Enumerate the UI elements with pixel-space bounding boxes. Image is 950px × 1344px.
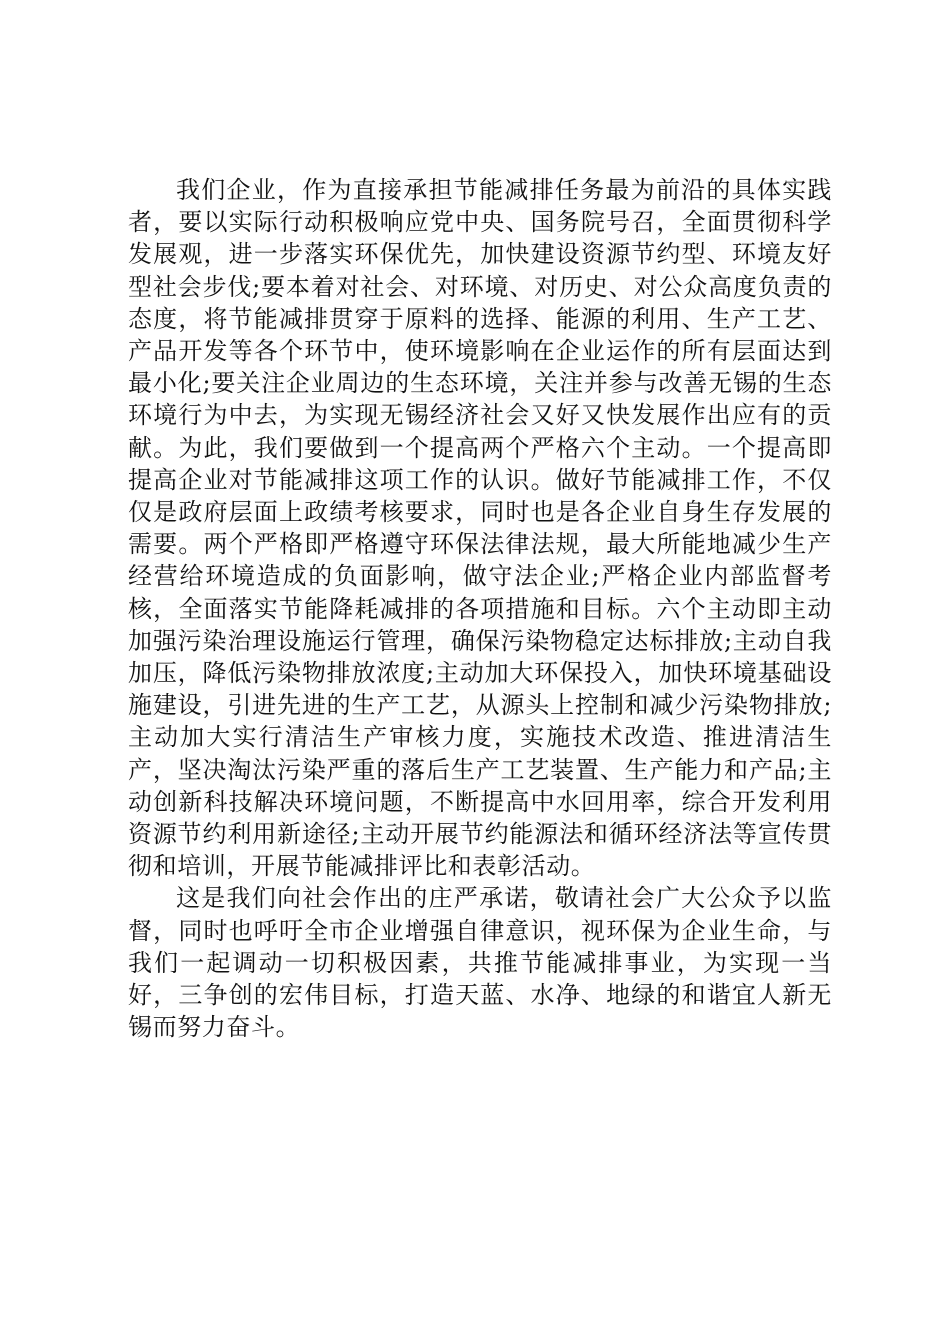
paragraph-commitment-details: 我们企业，作为直接承担节能减排任务最为前沿的具体实践者，要以实际行动积极响应党中央、国务院号召，全面贯彻科学发展观，进一步落实环保优先，加快建设资源节约型、环境友好型社会步伐;要本着对社会、对环境、对历史、对公众高度负责的态度，将节能减排贯穿于原料的选择、能源的利用、生产工艺、产品开发等各个环节中，使环境影响在企业运作的所有层面达到最小化;要关注企业周边的生态环境，关注并参与改善无锡的生态环境行为中去，为实现无锡经济社会又好又快发展作出应有的贡献。为此，我们要做到一个提高两个严格六个主动。一个提高即提高企业对节能减排这项工作的认识。做好节能减排工作，不仅仅是政府层面上政绩考核要求，同时也是各企业自身生存发展的需要。两个严格即严格遵守环保法律法规，最大所能地减少生产经营给环境造成的负面影响，做守法企业;严格企业内部监督考核，全面落实节能降耗减排的各项措施和目标。六个主动即主动加强污染治理设施运行管理，确保污染物稳定达标排放;主动自我加压，降低污染物排放浓度;主动加大环保投入，加快环境基础设施建设，引进先进的生产工艺，从源头上控制和减少污染物排放;主动加大实行清洁生产审核力度，实施技术改造、推进清洁生产，坚决淘汰污染严重的落后生产工艺装置、生产能力和产品;主动创新科技解决环境问题，不断提高中水回用率，综合开发利用资源节约利用新途径;主动开展节约能源法和循环经济法等宣传贯彻和培训，开展节能减排评比和表彰活动。 <box>128 176 832 881</box>
paragraph-public-pledge: 这是我们向社会作出的庄严承诺，敬请社会广大公众予以监督，同时也呼吁全市企业增强自律意识，视环保为企业生命，与我们一起调动一切积极因素，共推节能减排事业，为实现一当好，三争创的宏伟目标，打造天蓝、水净、地绿的和谐宜人新无锡而努力奋斗。 <box>128 884 832 1042</box>
document-body <box>128 174 832 1043</box>
